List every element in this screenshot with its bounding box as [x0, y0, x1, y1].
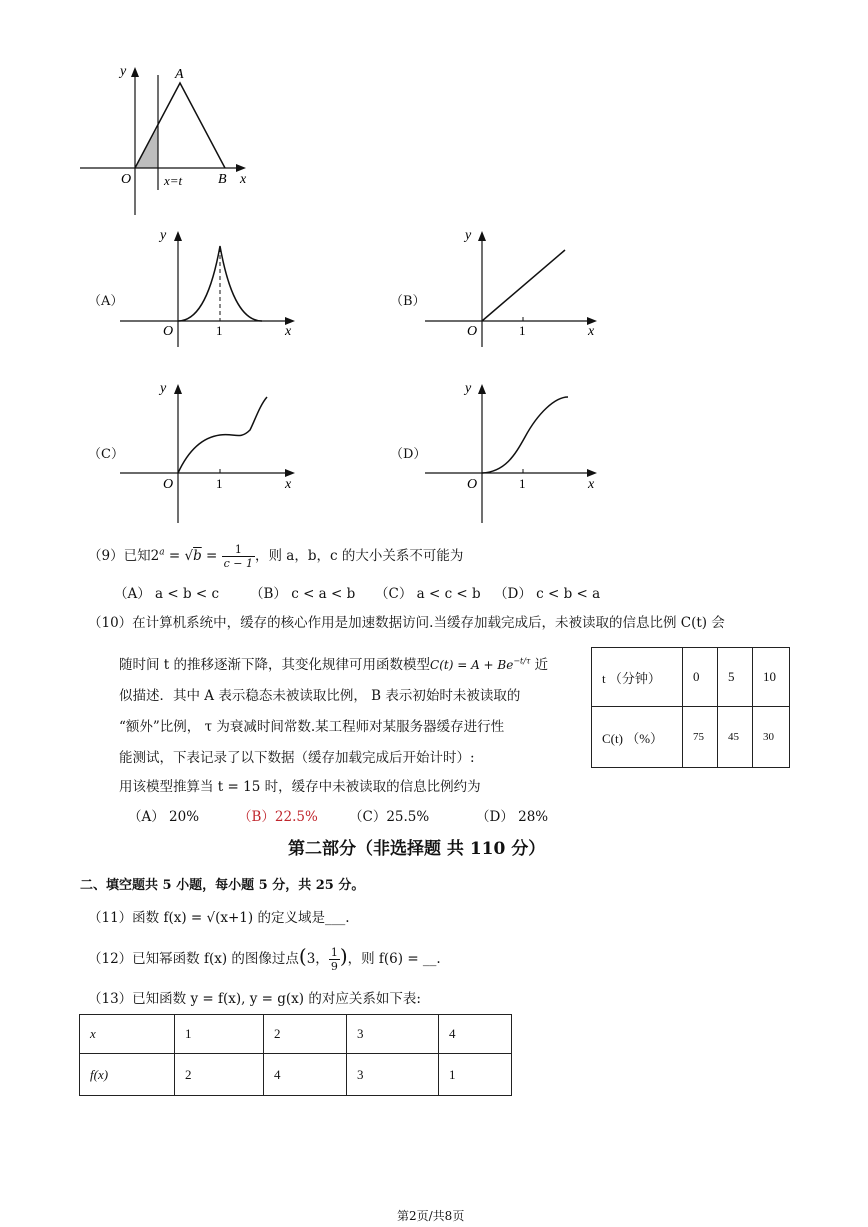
graph-d: [420, 375, 605, 525]
table-cell: 3: [347, 1015, 439, 1054]
graph-b-y: y: [465, 228, 472, 243]
q12-frac-num: 1: [330, 946, 338, 959]
option-a-label: （A）: [88, 294, 124, 309]
table-row: [592, 707, 790, 768]
graph-b: [420, 222, 605, 347]
table-row: [592, 648, 790, 707]
table-cell: 75: [683, 707, 718, 768]
q9-option-d[interactable]: （D） c < b < a: [494, 586, 601, 602]
q9-eq2: =: [201, 548, 222, 564]
q10-option-b[interactable]: （B）22.5%: [238, 809, 318, 825]
q9-frac-num: 1: [222, 543, 255, 557]
graph-a-origin: O: [163, 324, 174, 339]
q12-pt: 3，: [306, 951, 329, 967]
table-cell: 1: [439, 1054, 512, 1096]
q12-paren-close: ): [339, 944, 348, 968]
table-cell: 10: [753, 648, 790, 707]
q9-base: 2: [150, 548, 160, 564]
q9-stem: [88, 543, 463, 570]
q9-option-c[interactable]: （C） a < c < b: [375, 586, 481, 602]
table-cell: 30: [753, 707, 790, 768]
graph-c: [115, 375, 300, 525]
q13-table: [79, 1014, 512, 1096]
q12-paren-open: (: [298, 944, 307, 968]
section2-heading: 二、填空题共 5 小题，每小题 5 分，共 25 分。: [80, 878, 365, 893]
q10-option-c[interactable]: （C）25.5%: [349, 809, 430, 825]
table-cell: 2: [264, 1015, 347, 1054]
q9-option-a[interactable]: （A） a < b < c: [114, 586, 220, 602]
q10-model-exp: −t/τ: [513, 656, 531, 666]
graph-b-origin: O: [467, 324, 478, 339]
q12-b: ，则 f(6) = __.: [347, 951, 441, 967]
q12-a: （12）已知幂函数 f(x) 的图像过点: [88, 951, 299, 967]
table-cell: 45: [718, 707, 753, 768]
graph-c-one: 1: [216, 476, 223, 491]
q10-line3: 似描述．其中 A 表示稳态未被读取比例， B 表示初始时未被读取的: [119, 688, 521, 704]
q12-fraction: [329, 946, 340, 973]
q10-option-d[interactable]: （D） 28%: [476, 809, 549, 825]
q9-option-b[interactable]: （B） c < a < b: [250, 586, 356, 602]
option-b-label: （B）: [390, 294, 426, 309]
q12-frac-den: 9: [330, 960, 338, 973]
q10-line2a: 随时间 t 的推移逐渐下降，其变化规律可用函数模型: [119, 657, 431, 673]
q9-suffix: ，则 a，b，c 的大小关系不可能为: [255, 548, 464, 564]
y-label: y: [120, 64, 127, 79]
graph-c-x: x: [285, 477, 292, 492]
table-cell: t （分钟）: [592, 648, 683, 707]
origin-label: O: [121, 172, 132, 187]
page-footer: 第2页/共8页: [397, 1209, 465, 1223]
graph-a-y: y: [160, 228, 167, 243]
table-cell: C(t) （%）: [592, 707, 683, 768]
q10-model: C(t) = A + Be: [430, 658, 514, 672]
table-cell: 0: [683, 648, 718, 707]
graph-a-x: x: [285, 324, 292, 339]
q11: （11）函数 f(x) = √(x+1) 的定义域是___.: [88, 910, 350, 926]
graph-b-one: 1: [519, 323, 526, 338]
q10-line6: 用该模型推算当 t = 15 时，缓存中未被读取的信息比例约为: [119, 779, 481, 795]
graph-c-origin: O: [163, 477, 174, 492]
graph-d-y: y: [465, 381, 472, 396]
table-cell: 3: [347, 1054, 439, 1096]
q9-eq1: = √: [164, 548, 194, 564]
q9-exp: a: [159, 547, 165, 558]
table-cell: 1: [175, 1015, 264, 1054]
option-d-label: （D）: [390, 447, 427, 462]
table-cell: x: [80, 1015, 175, 1054]
part2-title: 第二部分（非选择题 共 110 分）: [288, 839, 546, 859]
triangle-figure: [70, 55, 270, 225]
table-cell: 4: [264, 1054, 347, 1096]
table-cell: 4: [439, 1015, 512, 1054]
graph-d-origin: O: [467, 477, 478, 492]
graph-d-x: x: [588, 477, 595, 492]
graph-a: [115, 222, 300, 347]
table-cell: 5: [718, 648, 753, 707]
table-row: [80, 1015, 512, 1054]
option-c-label: （C）: [88, 447, 124, 462]
table-cell: 2: [175, 1054, 264, 1096]
q10-line1: （10）在计算机系统中，缓存的核心作用是加速数据访问.当缓存加载完成后，未被读取的信息比例 C(t) 会: [88, 615, 725, 631]
q12: [88, 944, 441, 973]
q9-fraction: [222, 543, 255, 570]
q10-line2: [119, 653, 548, 673]
graph-c-y: y: [160, 381, 167, 396]
xt-label: x=t: [164, 173, 183, 188]
graph-d-one: 1: [519, 476, 526, 491]
q9-b: b: [193, 548, 202, 564]
q9-prefix: （9）已知: [88, 548, 151, 564]
q13: （13）已知函数 y = f(x), y = g(x) 的对应关系如下表:: [88, 991, 421, 1007]
graph-a-one: 1: [216, 323, 223, 338]
table-cell: f(x): [80, 1054, 175, 1096]
q10-line5: 能测试，下表记录了以下数据（缓存加载完成后开始计时）:: [119, 750, 475, 766]
q10-option-a[interactable]: （A） 20%: [128, 809, 200, 825]
q10-line4: “额外”比例， τ 为衰减时间常数.某工程师对某服务器缓存进行性: [119, 719, 505, 735]
q10-line2c: 近: [530, 657, 549, 673]
graph-b-x: x: [588, 324, 595, 339]
point-b: B: [218, 172, 227, 187]
table-row: [80, 1054, 512, 1096]
x-label: x: [240, 172, 247, 187]
q9-frac-den: c − 1: [223, 557, 253, 570]
q10-table: [591, 647, 790, 768]
point-a: A: [175, 67, 184, 82]
